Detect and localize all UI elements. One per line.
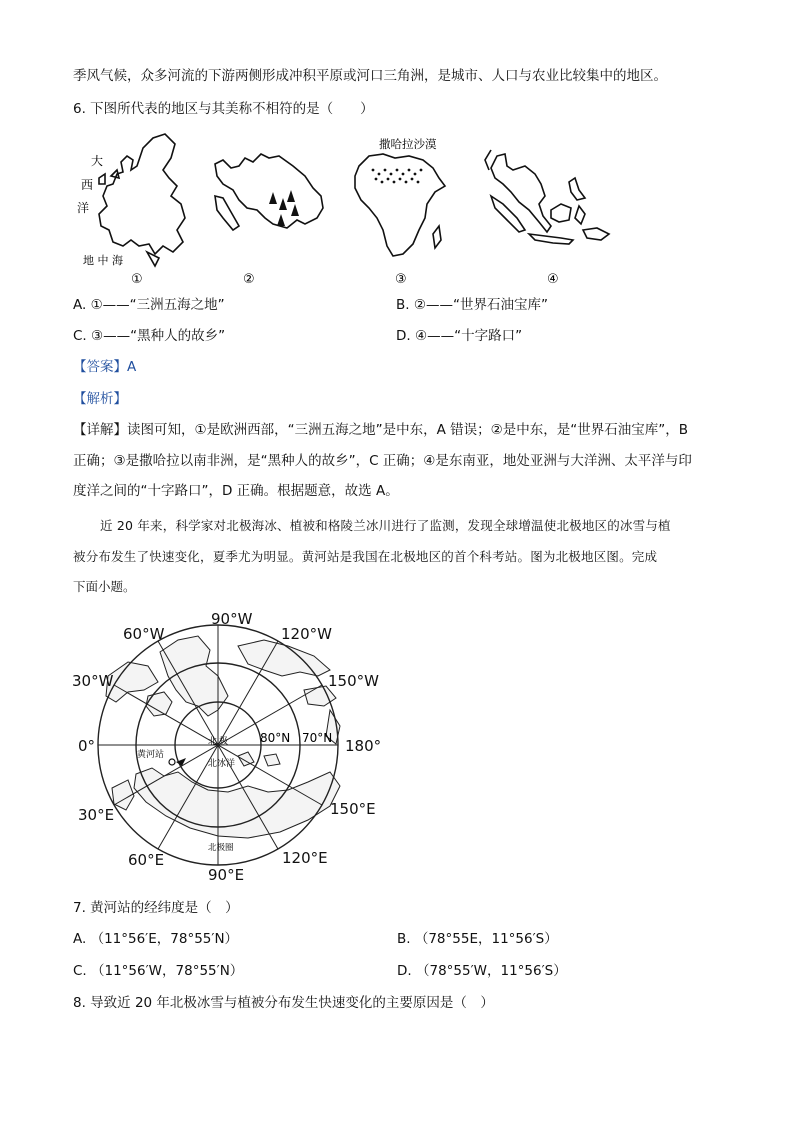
label-60w: 60°W <box>123 625 165 643</box>
label-30e: 30°E <box>78 806 115 824</box>
label-atlantic-3: 洋 <box>77 201 90 215</box>
q8-stem: 8. 导致近 20 年北极冰雪与植被分布发生快速变化的主要原因是（ ） <box>73 995 494 1011</box>
q7-option-a: A. （11°56′E，78°55′N） <box>73 931 239 947</box>
label-70n: 70°N <box>302 731 333 745</box>
label-mediterranean: 地 中 海 <box>83 254 123 267</box>
label-120e: 120°E <box>282 849 328 867</box>
label-sahara: 撒哈拉沙漠 <box>379 137 437 151</box>
label-arctic-ocean: 北冰洋 <box>208 759 236 769</box>
map-number-3: ③ <box>395 272 407 287</box>
label-150e: 150°E <box>330 800 376 818</box>
q6-detail-line-2: 正确；③是撒哈拉以南非洲，是“黑种人的故乡”，C 正确；④是东南亚，地处亚洲与大洋洲、太平洋与印 <box>73 453 692 469</box>
map-number-2: ② <box>243 272 255 287</box>
q6-detail-line-3: 度洋之间的“十字路口”，D 正确。根据题意，故选 A。 <box>73 483 399 499</box>
label-atlantic-1: 大 <box>91 154 104 168</box>
q6-option-b: B. ②——“世界石油宝库” <box>396 297 548 313</box>
q6-stem: 6. 下图所代表的地区与其美称不相符的是（ ） <box>73 101 374 117</box>
q6-option-a: A. ①——“三洲五海之地” <box>73 297 225 313</box>
label-120w: 120°W <box>281 625 332 643</box>
map-western-europe <box>99 134 185 266</box>
oil-derrick-icons <box>269 190 299 226</box>
q7-option-b: B. （78°55E，11°56′S） <box>397 931 558 947</box>
q6-analysis-heading: 【解析】 <box>73 391 127 407</box>
label-arctic-circle: 北极圈 <box>208 843 234 853</box>
q6-region-maps <box>73 126 633 288</box>
sahara-dots <box>372 169 423 184</box>
label-80n: 80°N <box>260 731 291 745</box>
label-180: 180° <box>345 737 382 755</box>
passage-line-3: 下面小题。 <box>73 579 136 594</box>
q6-option-d: D. ④——“十字路口” <box>396 328 523 344</box>
label-huanghe-station: 黄河站 <box>137 750 165 760</box>
intro-paragraph: 季风气候，众多河流的下游两侧形成冲积平原或河口三角洲，是城市、人口与农业比较集中的地区。 <box>73 68 667 84</box>
map-africa <box>355 154 445 256</box>
q6-detail-line-1: 【详解】读图可知，①是欧洲西部，“三洲五海之地”是中东，A 错误；②是中东，是“世界石油宝库”，B <box>73 422 688 438</box>
label-30w: 30°W <box>72 672 114 690</box>
label-90w: 90°W <box>211 610 253 628</box>
q7-stem: 7. 黄河站的经纬度是（ ） <box>73 900 239 916</box>
arctic-polar-map <box>68 606 388 884</box>
map-middle-east <box>215 154 323 230</box>
map-southeast-asia <box>485 150 609 244</box>
q6-option-c: C. ③——“黑种人的故乡” <box>73 328 226 344</box>
q7-option-d: D. （78°55′W，11°56′S） <box>397 963 567 979</box>
label-150w: 150°W <box>328 672 379 690</box>
passage-line-1: 近 20 年来，科学家对北极海冰、植被和格陵兰冰川进行了监测，发现全球增温使北极地区的冰雪与植 <box>100 518 671 533</box>
label-90e: 90°E <box>208 866 245 884</box>
label-north-pole-2: 极 <box>219 737 229 747</box>
map-number-4: ④ <box>547 272 559 287</box>
q6-answer: 【答案】A <box>73 359 137 375</box>
passage-line-2: 被分布发生了快速变化，夏季尤为明显。黄河站是我国在北极地区的首个科考站。图为北极地区图。完成 <box>73 549 658 564</box>
label-60e: 60°E <box>128 851 165 869</box>
map-number-1: ① <box>131 272 143 287</box>
label-atlantic-2: 西 <box>81 178 94 192</box>
q7-option-c: C. （11°56′W，78°55′N） <box>73 963 244 979</box>
label-north-pole-1: 北 <box>208 737 218 747</box>
label-0: 0° <box>78 737 96 755</box>
